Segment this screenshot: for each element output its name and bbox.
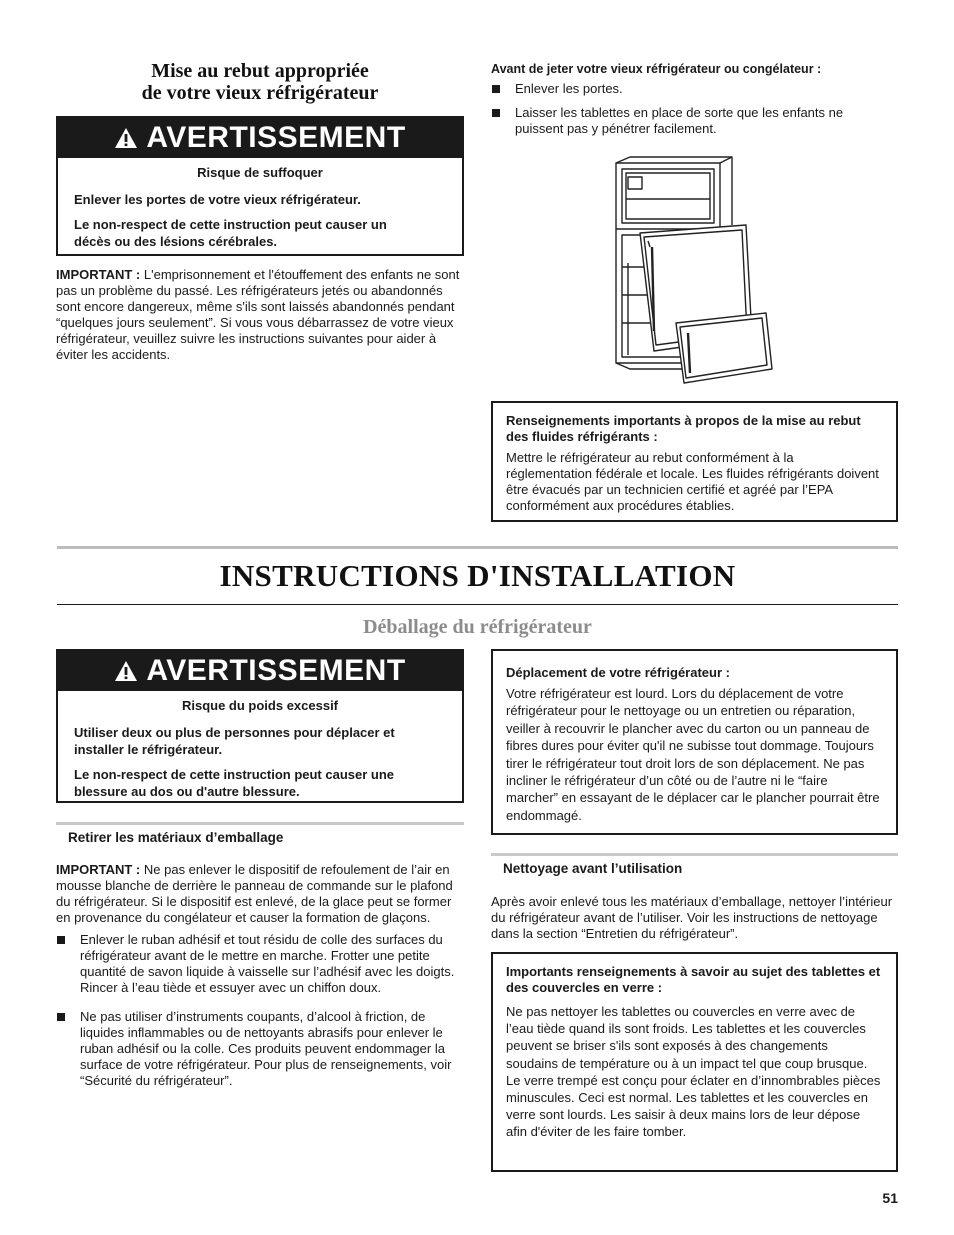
list-item: [56, 1009, 462, 1089]
warning-line: Le non-respect de cette instruction peut causer un décès ou des lésions cérébrales.: [74, 217, 387, 249]
list-item-text: Enlever le ruban adhésif et tout résidu de colle des surfaces du réfrigérateur avant de le mettre en marche. Frotter une petite quantité de savon liquide à vaisselle sur l’adhésif avec les doigts. Rincer à l’eau tiède et essuyer avec un chiffon doux.: [80, 932, 455, 995]
remove-packaging-section: [56, 862, 462, 1097]
glass-shelves-heading: Importants renseignements à savoir au sujet des tablettes et des couvercles en verre :: [506, 964, 881, 995]
before-disposal-list: [491, 81, 897, 137]
warning-header: [58, 118, 462, 158]
glass-shelves-text: Ne pas nettoyer les tablettes ou couvercles en verre avec de l’eau tiède quand ils sont froids. Les tablettes et les couvercles peuvent se briser s'ils sont exposés à des changements soudains de température ou à un impact tel que coup brusque. Le verre trempé est conçu pour éclater en d’innombrables pièces minuscules. Ceci est normal. Les tablettes et les couvercles en verre sont lourds. Les saisir à deux mains lors de leur dépose afin d'éviter de les faire tomber.: [506, 1004, 881, 1140]
refrigerator-doors-removed-illustration: [600, 155, 790, 385]
important-label: IMPORTANT :: [56, 267, 141, 282]
title-underline: [57, 604, 898, 605]
disposal-title-line2: de votre vieux réfrigérateur: [141, 82, 379, 104]
important-label: IMPORTANT :: [56, 862, 141, 877]
before-disposal-heading: Avant de jeter votre vieux réfrigérateur ou congélateur :: [491, 62, 822, 76]
weight-warning-box: [56, 649, 464, 803]
list-item-text: Ne pas utiliser d’instruments coupants, d’alcool à friction, de liquides inflammables ou de nettoyants abrasifs pour enlever le ruban adhésif ou la colle. Ces produits peuvent endommager la surface de votre réfrigérateur. Pour plus de renseignements, voir “Sécurité du réfrigérateur”.: [80, 1009, 452, 1088]
square-bullet-icon: [492, 109, 500, 117]
warning-body: [58, 691, 462, 818]
moving-refrigerator-box: [491, 649, 898, 835]
square-bullet-icon: [492, 85, 500, 93]
disposal-title: [56, 60, 464, 104]
list-item: [491, 81, 897, 97]
before-disposal-section: [491, 62, 897, 145]
remove-important-paragraph: [56, 862, 462, 926]
square-bullet-icon: [57, 1013, 65, 1021]
remove-packaging-heading: Retirer les matériaux d’emballage: [56, 822, 464, 846]
refrigerant-fluids-heading: Renseignements importants à propos de la mise au rebut des fluides réfrigérants :: [506, 413, 861, 444]
remove-packaging-list: [56, 932, 462, 1089]
warning-header-label: AVERTISSEMENT: [146, 654, 406, 688]
suffocation-warning-box: [56, 116, 464, 256]
warning-header-label: AVERTISSEMENT: [146, 121, 406, 155]
warning-body: [58, 158, 462, 268]
moving-heading: Déplacement de votre réfrigérateur :: [506, 665, 730, 680]
unpacking-subtitle: Déballage du réfrigérateur: [363, 616, 592, 638]
warning-line: Utiliser deux ou plus de personnes pour déplacer et installer le réfrigérateur.: [74, 725, 395, 757]
cleaning-heading: Nettoyage avant l’utilisation: [491, 853, 898, 877]
warning-triangle-icon: [114, 660, 138, 682]
list-item: [56, 932, 462, 996]
section-divider: [57, 546, 898, 549]
warning-risk: Risque de suffoquer: [197, 165, 323, 180]
warning-triangle-icon: [114, 127, 138, 149]
list-item-text: Laisser les tablettes en place de sorte que les enfants ne puissent pas y pénétrer facilement.: [515, 105, 844, 136]
disposal-section: [56, 60, 464, 363]
cleaning-text: Après avoir enlevé tous les matériaux d’emballage, nettoyer l’intérieur du réfrigérateur avant de l’utiliser. Voir les instructions de nettoyage dans la section “Entretien du réfrigérateur”.: [491, 894, 893, 941]
page-title: INSTRUCTIONS D'INSTALLATION: [219, 558, 736, 593]
warning-risk: Risque du poids excessif: [181, 698, 339, 713]
page-number: 51: [882, 1190, 898, 1206]
refrigerant-fluids-box: [491, 401, 898, 522]
important-text: Ne pas enlever le dispositif de refoulement de l’air en mousse blanche de derrière le panneau de commande sur le plafond du réfrigérateur. Si le dispositif est enlevé, de la glace peut se former en provenance du congélateur et causer la formation de glaçons.: [56, 862, 453, 925]
warning-header: [58, 651, 462, 691]
important-paragraph: [56, 267, 462, 363]
disposal-title-line1: Mise au rebut appropriée: [151, 60, 369, 82]
important-text: L'emprisonnement et l'étouffement des enfants ne sont pas un problème du passé. Les réfrigérateurs jetés ou abandonnés sont encore dangereux, même s'ils sont laissés abandonnés pendant “quelques jours seulement”. Si vous vous débarrassez de votre vieux réfrigérateur, veuillez suivre les instructions suivantes pour aider à éviter les accidents.: [56, 267, 460, 362]
glass-shelves-box: [491, 952, 898, 1172]
refrigerant-fluids-text: Mettre le réfrigérateur au rebut conformément à la réglementation fédérale et locale. Les fluides réfrigérants doivent être évacués par un technicien certifié et agréé par l’EPA conformément aux procédures établies.: [506, 450, 879, 513]
warning-line: Le non-respect de cette instruction peut causer une blessure au dos ou d'autre blessure.: [74, 767, 395, 799]
list-item-text: Enlever les portes.: [515, 81, 623, 96]
list-item: [491, 105, 897, 137]
square-bullet-icon: [57, 936, 65, 944]
warning-line: Enlever les portes de votre vieux réfrigérateur.: [74, 192, 361, 207]
moving-text: Votre réfrigérateur est lourd. Lors du déplacement de votre réfrigérateur pour le nettoyage ou un entretien ou réparation, veiller à recouvrir le plancher avec du carton ou un panneau de fibres dures pour éviter qu'il ne subisse tout dommage. Toujours tirer le réfrigérateur tout droit lors de son déplacement. Ne pas incliner le réfrigérateur d’un côté ou de l’autre ni le “faire marcher” en essayant de le déplacer car le plancher pourrait être endommagé.: [506, 686, 880, 823]
